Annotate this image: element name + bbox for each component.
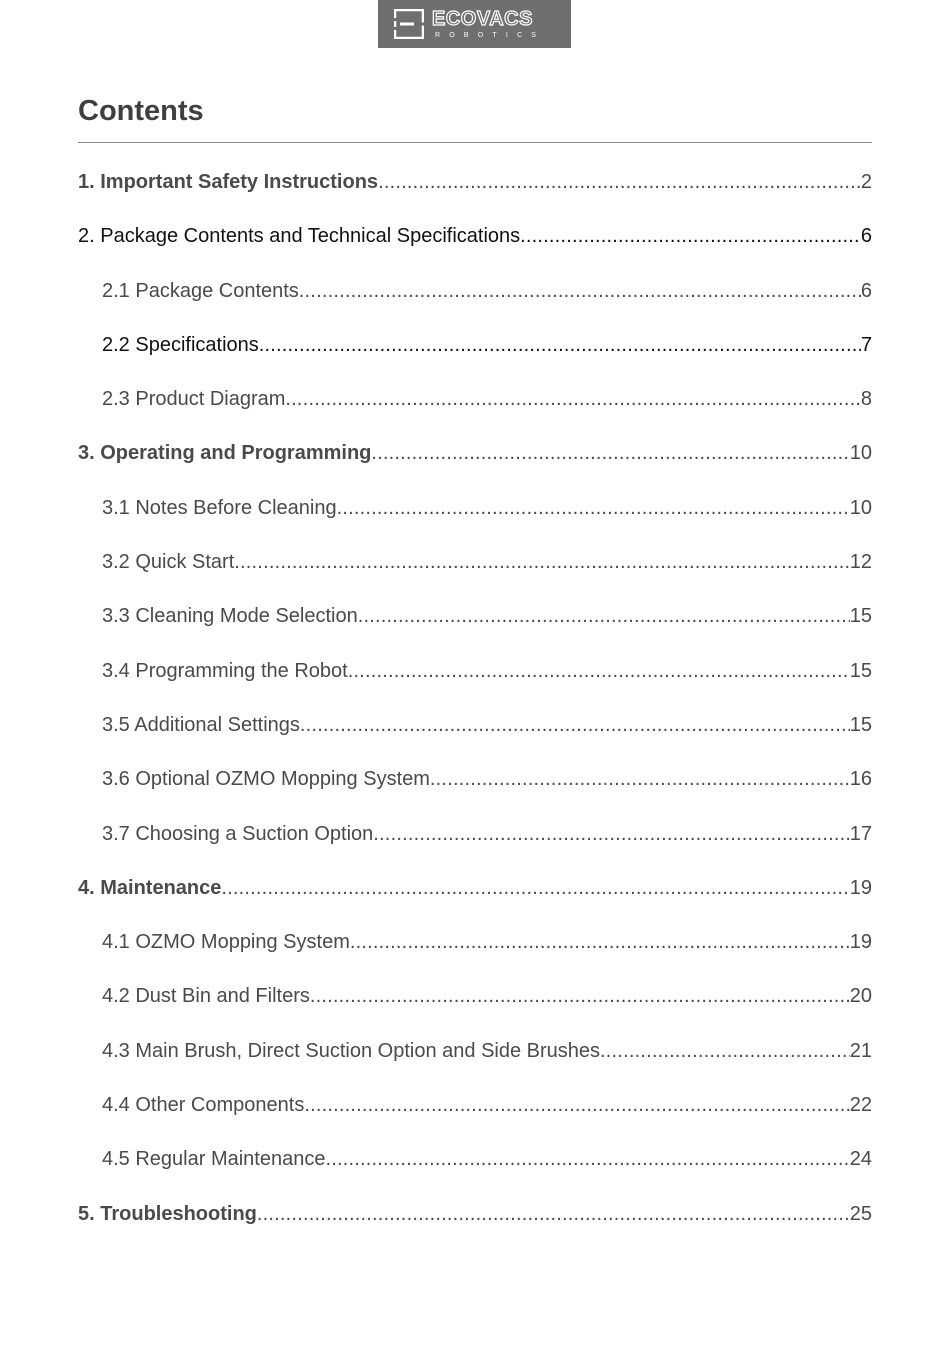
toc-entry-title: 3.3 Cleaning Mode Selection — [102, 605, 358, 628]
toc-entry-title: 4.1 OZMO Mopping System — [102, 931, 350, 954]
toc-dot-leader — [600, 1036, 850, 1066]
toc-entry-page: 8 — [860, 388, 872, 411]
toc-entry-dust-bin-filters[interactable] — [78, 981, 872, 1035]
toc-entry-page: 16 — [849, 768, 872, 791]
toc-dot-leader — [325, 1144, 849, 1174]
toc-entry-title: 2. Package Contents and Technical Specifications — [78, 225, 521, 248]
toc-dot-leader — [221, 873, 849, 903]
toc-dot-leader — [350, 927, 850, 957]
toc-entry-additional-settings[interactable] — [78, 710, 872, 764]
toc-entry-suction-option[interactable] — [78, 819, 872, 873]
toc-entry-maintenance[interactable] — [78, 873, 872, 927]
toc-entry-page: 6 — [860, 279, 872, 302]
toc-entry-page: 21 — [849, 1039, 872, 1062]
toc-entry-other-components[interactable] — [78, 1090, 872, 1144]
logo-wordmark: ECOVACS — [432, 8, 533, 30]
toc-dot-leader — [304, 1090, 849, 1120]
toc-entry-ozmo-mopping-system[interactable] — [78, 927, 872, 981]
toc-entry-title: 1. Important Safety Instructions — [78, 171, 379, 193]
toc-dot-leader — [520, 221, 861, 251]
toc-entry-page: 12 — [849, 551, 872, 574]
toc-entry-programming-robot[interactable] — [78, 656, 872, 710]
toc-entry-package-contents[interactable] — [78, 276, 872, 330]
toc-entry-title: 2.1 Package Contents — [102, 279, 299, 302]
toc-entry-title: 4.5 Regular Maintenance — [102, 1148, 326, 1171]
toc-entry-title: 4. Maintenance — [78, 876, 222, 899]
toc-dot-leader — [300, 710, 850, 740]
toc-entry-title: 3. Operating and Programming — [78, 442, 372, 465]
toc-entry-page: 15 — [849, 659, 872, 682]
toc-entry-operating-programming[interactable] — [78, 438, 872, 492]
toc-dot-leader — [430, 764, 850, 794]
toc-entry-quick-start[interactable] — [78, 547, 872, 601]
toc-entry-page: 2 — [860, 171, 872, 193]
toc-entry-title: 3.7 Choosing a Suction Option — [102, 822, 374, 845]
toc-entry-specifications[interactable] — [78, 330, 872, 384]
page-title: Contents — [78, 95, 204, 127]
toc-dot-leader — [234, 547, 849, 577]
ecovacs-logo-icon — [394, 9, 424, 39]
toc-entry-safety-instructions[interactable] — [78, 167, 872, 221]
logo-tagline: ROBOTICS — [435, 32, 546, 39]
toc-entry-title: 4.3 Main Brush, Direct Suction Option and Side Brushes — [102, 1039, 601, 1062]
ecovacs-logo — [378, 0, 571, 48]
toc-entry-package-contents-specifications[interactable] — [78, 221, 872, 275]
toc-dot-leader — [299, 276, 861, 306]
toc-entry-title: 4.4 Other Components — [102, 1094, 305, 1117]
toc-dot-leader — [257, 1199, 850, 1229]
toc-entry-title: 3.1 Notes Before Cleaning — [102, 496, 337, 519]
toc-entry-page: 20 — [849, 985, 872, 1008]
toc-entry-title: 5. Troubleshooting — [78, 1202, 257, 1225]
toc-dot-leader — [371, 438, 849, 468]
toc-entry-main-brush-side-brushes[interactable] — [78, 1036, 872, 1090]
toc-entry-page: 10 — [849, 496, 872, 519]
toc-entry-page: 15 — [849, 713, 872, 736]
toc-entry-page: 24 — [849, 1148, 872, 1171]
toc-entry-cleaning-mode-selection[interactable] — [78, 601, 872, 655]
toc-dot-leader — [373, 819, 849, 849]
toc-entry-page: 10 — [849, 442, 872, 465]
toc-entry-page: 6 — [860, 225, 872, 248]
toc-entry-notes-before-cleaning[interactable] — [78, 493, 872, 547]
toc-dot-leader — [348, 656, 850, 686]
toc-entry-title: 3.6 Optional OZMO Mopping System — [102, 768, 430, 791]
toc-entry-troubleshooting[interactable] — [78, 1199, 872, 1253]
toc-entry-page: 19 — [849, 931, 872, 954]
toc-entry-page: 25 — [849, 1202, 872, 1225]
toc-entry-title: 3.5 Additional Settings — [102, 713, 300, 736]
toc-entry-title: 3.4 Programming the Robot — [102, 659, 348, 682]
toc-entry-page: 7 — [860, 333, 872, 356]
toc-entry-ozmo-mopping-system-optional[interactable] — [78, 764, 872, 818]
toc-entry-page: 22 — [849, 1094, 872, 1117]
toc-dot-leader — [337, 493, 850, 523]
toc-entry-product-diagram[interactable] — [78, 384, 872, 438]
toc-entry-regular-maintenance[interactable] — [78, 1144, 872, 1198]
toc-entry-page: 17 — [849, 822, 872, 845]
toc-dot-leader — [358, 601, 850, 631]
toc-entry-title: 2.3 Product Diagram — [102, 388, 286, 411]
toc-entry-page: 19 — [849, 876, 872, 899]
toc-dot-leader — [259, 330, 861, 360]
table-of-contents — [78, 167, 872, 1253]
toc-dot-leader — [310, 981, 850, 1011]
toc-entry-page: 15 — [849, 605, 872, 628]
toc-entry-title: 4.2 Dust Bin and Filters — [102, 985, 310, 1008]
toc-entry-title: 2.2 Specifications — [102, 333, 259, 356]
toc-dot-leader — [285, 384, 860, 414]
toc-dot-leader — [378, 167, 861, 197]
title-divider — [78, 142, 872, 143]
toc-entry-title: 3.2 Quick Start — [102, 551, 235, 574]
